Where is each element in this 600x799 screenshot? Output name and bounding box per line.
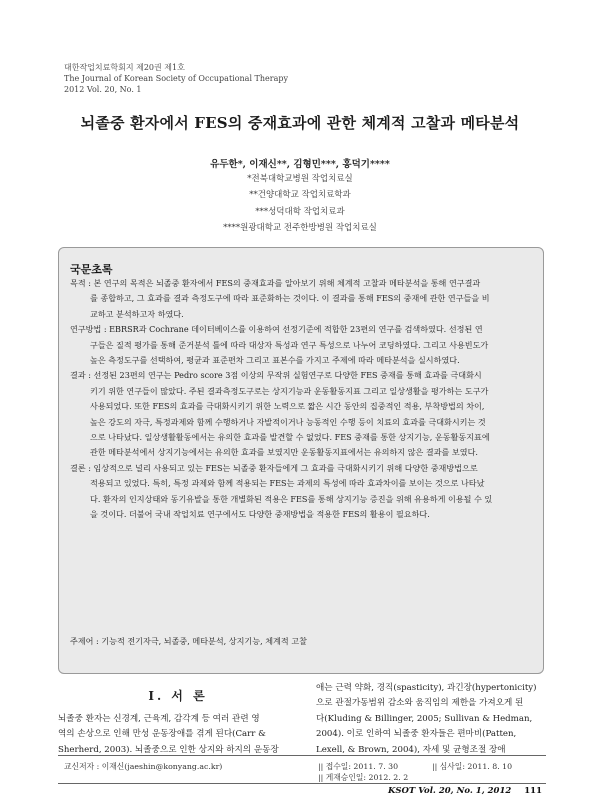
- author-list: 유두한*, 이재신**, 김형민***, 홍덕기****: [210, 159, 390, 170]
- abstract-line: 사용되었다. 또한 FES의 효과를 극대화시키기 위한 노력으로 짧은 시간 동안의 집중적인 적용, 부착방법의 차이,: [90, 401, 485, 412]
- abstract-line: 으로 나타났다. 일상생활활동에서는 유의한 효과를 발견할 수 없었다. FES 중재를 통한 상지기능, 운동활동지표에: [90, 432, 490, 443]
- abstract-results: [70, 368, 536, 460]
- review-date: || 심사일: 2011. 8. 10: [432, 762, 513, 771]
- abstract-purpose: [70, 276, 536, 322]
- accepted-date: || 게재승인일: 2012. 2. 2: [318, 773, 409, 782]
- body-line: Sherherd, 2003). 뇌졸중으로 인한 상지와 하지의 운동장: [58, 744, 279, 755]
- abstract-line: 키기 위한 연구들이 많았다. 주된 결과측정도구로는 상지기능과 운동활동지표 그리고 일상생활을 평가하는 도구가: [90, 385, 489, 396]
- abstract-line: 교하고 분석하고자 하였다.: [90, 308, 184, 319]
- journal-name-english: The Journal of Korean Society of Occupational Therapy: [64, 74, 289, 83]
- abstract-line: 다. 환자의 인지상태와 동기유발을 통한 개별화된 적용은 FES를 통해 상지기능 증진을 위해 유용하게 이용될 수 있: [90, 493, 493, 504]
- affiliation-4: ****원광대학교 전주한방병원 작업치료실: [223, 223, 377, 233]
- journal-name-korean: 대한작업치료학회지 제20권 제1호: [64, 63, 185, 72]
- abstract-body: [70, 276, 536, 523]
- page-footer: [388, 786, 542, 796]
- affiliation-2: **건양대학교 작업치료학과: [249, 190, 351, 200]
- abstract-line: 결과 : 선정된 23편의 연구는 Pedro score 3점 이상의 무작위 실험연구로 다양한 FES 중재를 통해 효과를 극대화시: [70, 370, 482, 381]
- body-line: 다(Kluding & Billinger, 2005; Sullivan & Hedman,: [316, 713, 533, 724]
- abstract-line: 구들은 질적 평가를 통해 준거분석 틀에 따라 대상자 특성과 연구 특성으로 나누어 코딩하였다. 그리고 사용빈도가: [90, 339, 489, 350]
- abstract-methods: [70, 322, 536, 368]
- affiliation-1: *전북대학교병원 작업치료실: [247, 174, 353, 184]
- section-title-introduction: Ⅰ. 서 론: [148, 689, 208, 703]
- affiliation-3: ***성덕대학 작업치료과: [255, 207, 345, 217]
- abstract-line: 관한 메타분석에서 상지기능에서는 유의한 효과를 보였지만 운동활동지표에서는 유의하지 않은 결과를 보였다.: [90, 447, 478, 458]
- footnote-bottom-rule: [58, 783, 546, 784]
- footer-journal: KSOT Vol. 20, No. 1, 2012: [388, 786, 512, 796]
- abstract-line: 를 종합하고, 그 효과를 결과 측정도구에 따라 표준화하는 것이다. 이 결과를 통해 FES의 중재에 관한 연구들을 비: [90, 293, 490, 304]
- body-line: 뇌졸중 환자는 신경계, 근육계, 감각계 등 여러 관련 영: [58, 714, 260, 724]
- journal-info: [64, 62, 288, 95]
- intro-right-column: [316, 681, 546, 758]
- keywords: 주제어 : 기능적 전기자극, 뇌졸중, 메타분석, 상지기능, 체계적 고찰: [70, 636, 307, 646]
- abstract-line: 연구방법 : EBRSR과 Cochrane 데이터베이스를 이용하여 선정기준에 적합한 23편의 연구를 검색하였다. 선정된 연: [70, 324, 483, 335]
- body-line: 으로 관절가동범위 감소와 움직임의 제한을 가져오게 된: [316, 698, 524, 709]
- abstract-line: 적용되고 있었다. 특히, 특정 과제와 함께 적용되는 FES는 과제의 특성에 따라 효과차이를 보이는 것으로 나타났: [90, 478, 485, 489]
- body-line: 2004). 이로 인하여 뇌졸중 환자들은 편마비(Patten,: [316, 729, 517, 740]
- abstract-line: 목적 : 본 연구의 목적은 뇌졸중 환자에서 FES의 중재효과를 알아보기 위해 체계적 고찰과 메타분석을 통해 연구결과: [70, 278, 481, 288]
- abstract-line: 높은 측정도구를 선택하여, 평균과 표준편차 그리고 표본수를 가지고 주제에 따라 메타분석을 실시하였다.: [90, 355, 460, 366]
- paper-title: 뇌졸중 환자에서 FES의 중재효과에 관한 체계적 고찰과 메타분석: [80, 114, 520, 132]
- received-date: || 접수일: 2011. 7. 30: [318, 762, 399, 771]
- footnote-top-rule: [58, 755, 546, 756]
- journal-volume: 2012 Vol. 20, No. 1: [64, 85, 142, 94]
- page-number: 111: [524, 786, 543, 796]
- intro-left-column: [58, 712, 308, 758]
- abstract-line: 높은 강도의 자극, 특정과제와 함께 수행하거나 자발적이거나 능동적인 수행 등이 치료의 효과를 극대화시키는 것: [90, 416, 486, 427]
- abstract-line: 결론 : 임상적으로 널리 사용되고 있는 FES는 뇌졸중 환자들에게 그 효과를 극대화시키기 위해 다양한 중재방법으로: [70, 462, 478, 473]
- corresponding-author: 교신저자 : 이재신(jaeshin@konyang.ac.kr): [64, 762, 223, 771]
- abstract-line: 을 것이다. 더불어 국내 작업치료 연구에서도 다양한 중재방법을 적용한 FES의 활용이 필요하다.: [90, 509, 430, 520]
- body-line: Lexell, & Brown, 2004), 자세 및 균형조절 장애: [316, 744, 506, 755]
- body-line: 역의 손상으로 인해 만성 운동장애를 겪게 된다(Carr &: [58, 729, 266, 740]
- abstract-conclusion: [70, 461, 536, 523]
- abstract-heading: 국문초록: [70, 263, 113, 276]
- body-line: 애는 근력 약화, 경직(spasticity), 과긴장(hypertonicity): [316, 683, 537, 693]
